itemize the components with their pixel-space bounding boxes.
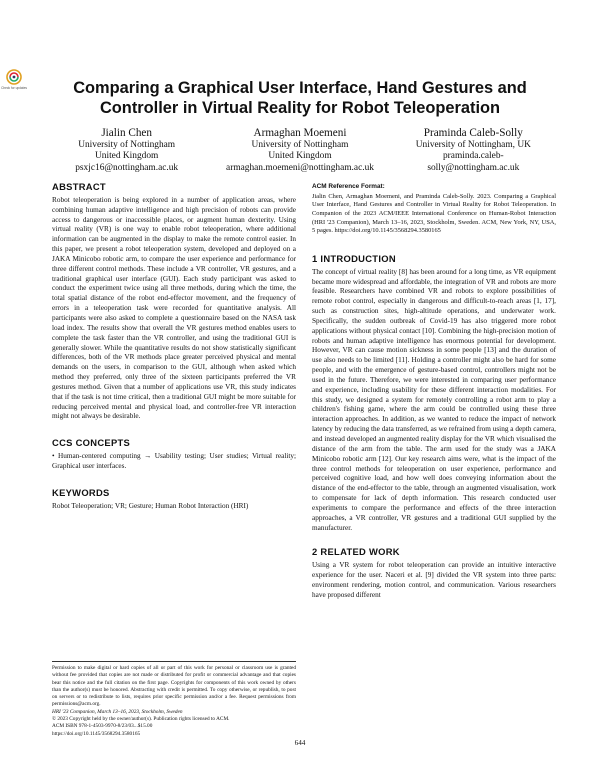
keywords-heading: KEYWORDS [52, 486, 110, 498]
abstract-text: Robot teleoperation is being explored in a number of application areas, where combining human adaptive intelligence and high precision of robots can provide access to dangerous or inaccessible places, or augment human dexterity. Using virtual reality (VR) is one way to enable robot teleoperation, where additional information can be augmented in the display to make the remote control easier. In this paper, we present a robot teleoperation system, developed and deployed on a JAKA Minicobo robotic arm, to compare the user experience and performance for three different control methods. These include a VR controller, VR gestures, and a traditional graphical user interface (GUI). Each study participant was asked to conduct the experiment twice using all three methods, during which the time, the total spatial distance of the robot end-effector movement, and the frequency of errors in a teleoperation task were recorded for quantitative analysis. All participants were also asked to complete a questionnaire based on the NASA task load index. The results show that overall the VR gestures method enables users to complete the task faster than the VR controller, and using the traditional GUI is generally slower. While the quantitative results do not show statistically significant differences, both of the VR methods place greater perceived physical and mental demands on the users, in comparison to the GUI, although when asked which method they preferred, only three of the sixteen participants preferred the VR gestures method. Given that a number of applications use VR, this study indicates that if the task is not time critical, then a traditional GUI might be more suitable for reducing perceived mental and physical load, and controller-free VR interaction might not always be desirable. [52, 195, 296, 421]
author-3 [387, 127, 560, 174]
introduction-text: The concept of virtual reality [8] has been around for a long time, as VR equipment became more widespread and affordable, the integration of VR and robots are more feasible. Researchers have combined VR and robots to explore possibilities of remote robot control, especially in dangerous and difficult-to-reach areas [1, 17], such as construction sites, high-altitude operations, and underwater work. Specifically, the sudden outbreak of Covid-19 has also triggered more robot applications without physical contact [10]. Combining the high-precision motion of robots and human adaptive intelligence has enormous potential for development. However, VR can cause motion sickness in some people [13] and the duration of use also needs to be limited [11]. Holding a controller might also be hard for some people, and with the emergence of gesture-based control, controllers might not be used in the future. Therefore, we were interested in comparing user performance and experience, including usability for these different interaction modalities. For this study, we designed a system for remotely controlling a robot arm to play a children's fishing game, where the arm could be controlled using these three interaction approaches. In addition, as we wanted to reduce the impact of network latency by reducing the data transferred, as we refrained from using a depth camera, and instead developed an augmented reality display for the VR which visualised the distance of the arm from the table. The arm used for the study was a JAKA Minicobo robotic arm [12]. Our key research aims were, what is the impact of the three control methods for teleoperation on user experience, performance and perceived cognitive load, and how well does conveying information about the distance of the end-effector to the table, through an augmented visualisation, work to compensate for lack of depth information. This research conducted user experiments to compare the performance and effects of the three interaction approaches, a VR controller, VR gestures and a traditional GUI supplied by the manufacturer. [312, 267, 556, 532]
venue-text: HRI '23 Companion, March 13–16, 2023, Stockholm, Sweden [52, 708, 183, 715]
right-column [312, 182, 556, 601]
ccs-text [52, 452, 296, 472]
introduction-heading: 1 INTRODUCTION [312, 252, 396, 264]
check-for-updates-badge-icon[interactable] [4, 68, 24, 94]
left-column [52, 182, 296, 511]
related-work-heading: 2 RELATED WORK [312, 546, 400, 558]
ccs-concepts: Human-centered computing → Usability testing; User studies; Virtual reality; Graphical user interfaces. [52, 452, 297, 470]
paper-title: Comparing a Graphical User Interface, Hand Gestures and Controller in Virtual Reality for Robot Teleoperation [73, 79, 527, 117]
author-email: solly@nottingham.ac.uk [427, 162, 520, 173]
author-country: praminda.caleb- [442, 151, 504, 162]
author-affiliation: University of Nottingham, UK [415, 140, 531, 150]
ccs-bullet: • [52, 452, 55, 461]
badge-text: Check for updates [1, 86, 27, 90]
isbn-text: ACM ISBN 978-1-4503-9970-8/23/03...$15.00 [52, 723, 153, 730]
author-affiliation: University of Nottingham [78, 140, 176, 150]
copyright-text: © 2023 Copyright held by the owner/author(s). Publication rights licensed to ACM. [52, 716, 230, 723]
author-name: Jialin Chen [101, 127, 152, 139]
copyright-footnote [52, 661, 296, 738]
author-2 [213, 127, 386, 174]
author-affiliation: University of Nottingham [251, 140, 349, 150]
permission-text: Permission to make digital or hard copies of all or part of this work for personal or classroom use is granted without fee provided that copies are not made or distributed for profit or commercial advantage and that copies bear this notice and the full citation on the first page. Copyrights for components of this work owned by others than the author(s) must be honored. Abstracting with credit is permitted. To copy otherwise, or republish, to post on servers or to redistribute to lists, requires prior specific permission and/or a fee. Request permissions from permissions@acm.org. [52, 665, 296, 708]
author-country: United Kingdom [268, 151, 332, 162]
keywords-text: Robot Teleoperation; VR; Gesture; Human Robot Interaction (HRI) [52, 501, 249, 510]
reference-format-heading: ACM Reference Format: [312, 183, 385, 190]
doi-link[interactable]: https://doi.org/10.1145/3568294.3580165 [52, 730, 141, 737]
ccs-heading: CCS CONCEPTS [52, 437, 131, 449]
page-number: 644 [294, 739, 306, 747]
author-name: Praminda Caleb-Solly [423, 127, 523, 139]
author-block [40, 127, 560, 174]
reference-format-text: Jialin Chen, Armaghan Moemeni, and Praminda Caleb-Solly. 2023. Comparing a Graphical User Interface, Hand Gestures and Controller in Virtual Reality for Robot Teleoperation. In Companion of the 2023 ACM/IEEE International Conference on Human-Robot Interaction (HRI '23 Companion), March 13–16, 2023, Stockholm, Sweden. ACM, New York, NY, USA, 5 pages. https://doi.org/10.1145/3568294.3580165 [312, 192, 556, 235]
author-email: psxjc16@nottingham.ac.uk [75, 162, 179, 173]
author-email: armaghan.moemeni@nottingham.ac.uk [226, 162, 374, 173]
author-country: United Kingdom [95, 151, 159, 162]
related-work-text: Using a VR system for robot teleoperation can provide an intuitive interactive experience for the user. Naceri et al. [9] divided the VR system into three parts: environment rendering, motion control, and communication. Various researchers have proposed different [312, 561, 556, 599]
author-1 [40, 127, 213, 174]
abstract-heading: ABSTRACT [52, 181, 106, 192]
author-name: Armaghan Moemeni [253, 127, 347, 139]
